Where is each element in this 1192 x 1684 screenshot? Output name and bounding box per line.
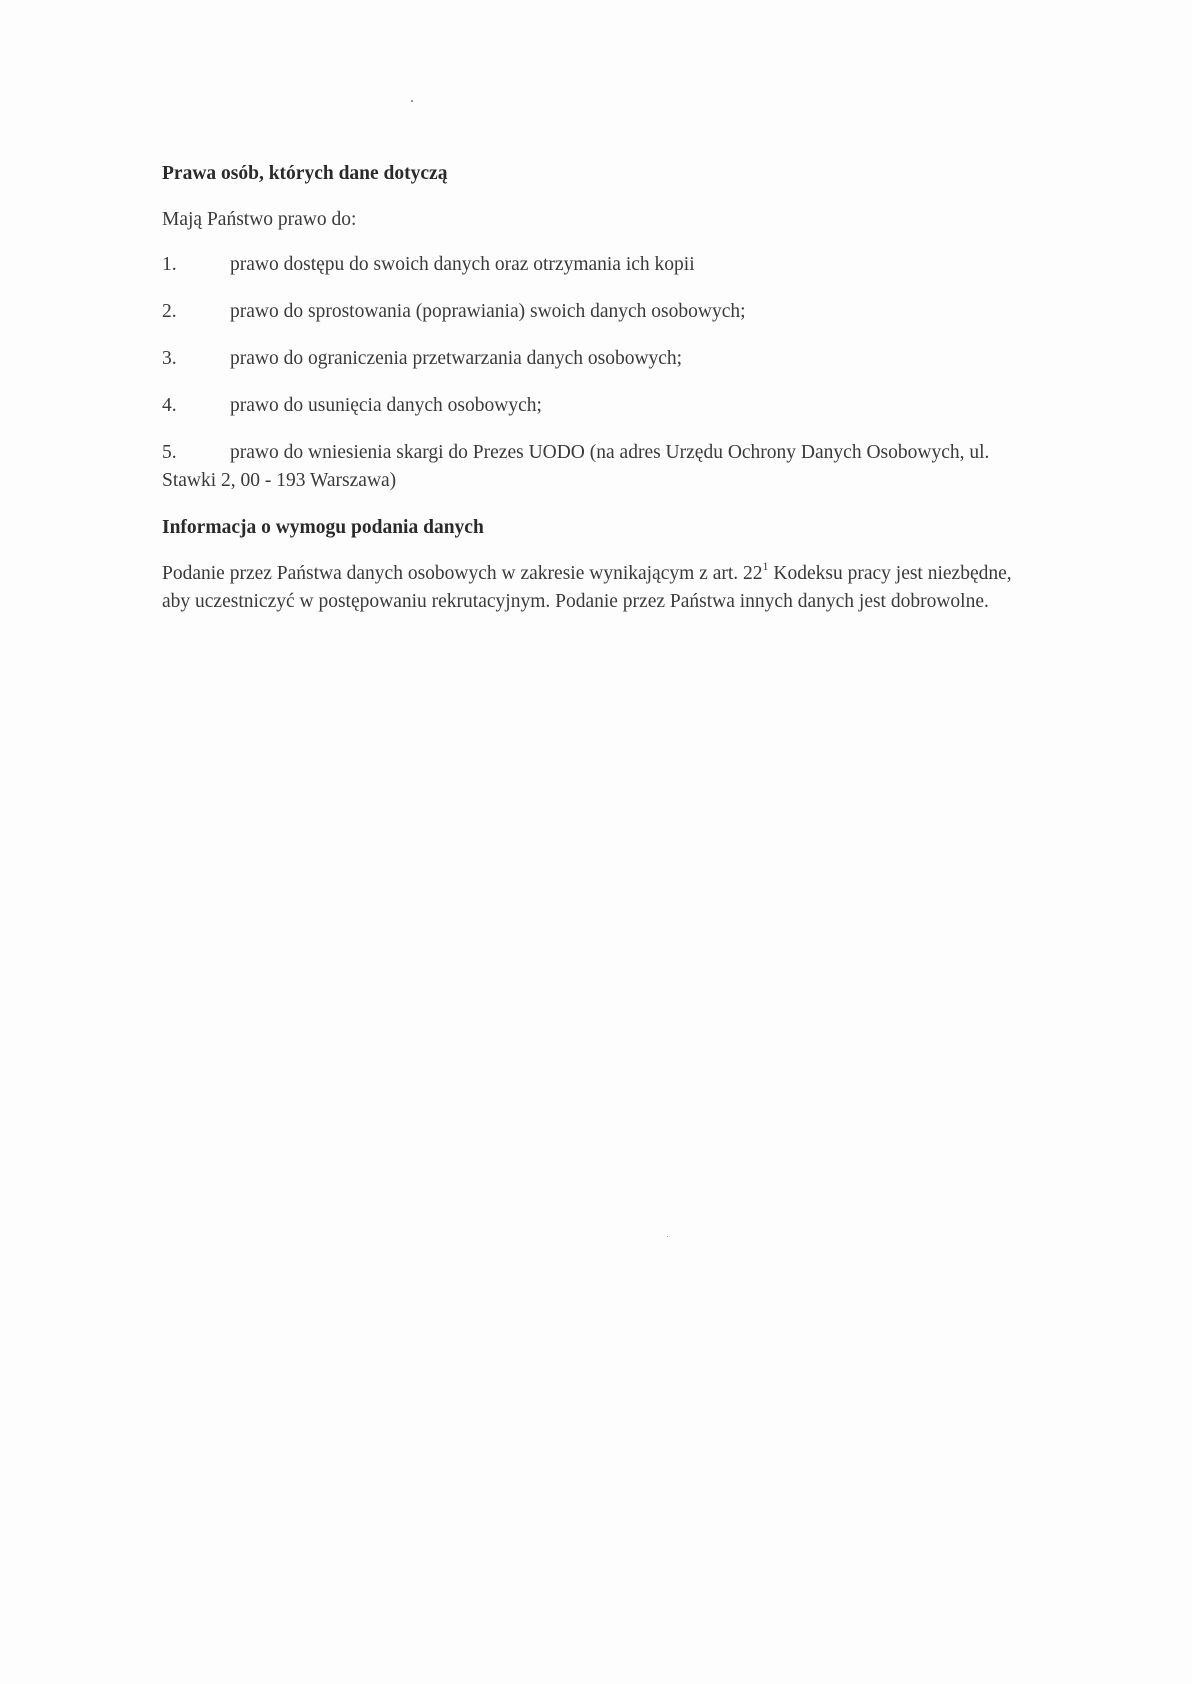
paragraph-text-start: Podanie przez Państwa danych osobowych w zakresie wynikającym z art. 22 — [162, 563, 763, 584]
list-item — [162, 298, 1042, 326]
superscript: 1 — [762, 558, 769, 573]
scan-speck — [667, 1236, 668, 1237]
list-item-number: 1. — [162, 254, 177, 275]
rights-intro: Mają Państwo prawo do: — [162, 209, 357, 230]
list-item-text: prawo do usunięcia danych osobowych; — [230, 395, 542, 416]
scan-speck — [411, 100, 413, 102]
rights-heading: Prawa osób, których dane dotyczą — [162, 163, 448, 184]
data-requirement-heading: Informacja o wymogu podania danych — [162, 517, 484, 538]
document-content — [162, 160, 1042, 616]
list-item-number: 5. — [162, 442, 177, 463]
paragraph-text-end: Kodeksu pracy jest niezbędne, aby uczestniczyć w postępowaniu rekrutacyjnym. Podanie przez Państwa innych danych jest dobrowolne. — [162, 563, 1012, 612]
list-item — [162, 392, 1042, 420]
list-item-number: 4. — [162, 395, 177, 416]
rights-list — [162, 251, 1042, 495]
list-item-text: prawo do wniesienia skargi do Prezes UODO (na adres Urzędu Ochrony Danych Osobowych, ul. Stawki 2, 00 - 193 Warszawa) — [162, 442, 990, 491]
list-item-text: prawo do ograniczenia przetwarzania danych osobowych; — [230, 348, 683, 369]
data-requirement-paragraph — [162, 560, 1042, 616]
list-item-number: 3. — [162, 348, 177, 369]
list-item-text: prawo dostępu do swoich danych oraz otrzymania ich kopii — [230, 254, 695, 275]
list-item — [162, 345, 1042, 373]
list-item — [162, 439, 1042, 495]
list-item-number: 2. — [162, 301, 177, 322]
list-item — [162, 251, 1042, 279]
list-item-text: prawo do sprostowania (poprawiania) swoich danych osobowych; — [230, 301, 746, 322]
